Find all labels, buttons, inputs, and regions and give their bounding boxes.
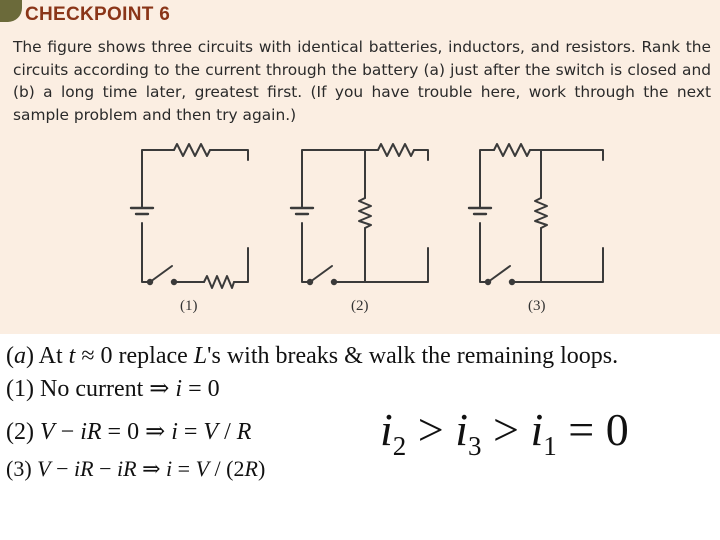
circuit-2-battery-icon [291, 208, 313, 214]
answer-circuit-2: (2) V − iR = 0 ⇒ i = V / R [6, 419, 252, 445]
circuit-1-switch-icon [150, 266, 172, 282]
circuit-2-label: (2) [351, 298, 369, 314]
circuit-1-resistor-top [174, 144, 210, 156]
circuit-1 [131, 144, 248, 288]
circuit-2-switch-icon [310, 266, 332, 282]
circuit-2-resistor-middle [359, 198, 371, 228]
circuit-3-resistor-middle [535, 198, 547, 228]
checkpoint-question: The figure shows three circuits with identical batteries, inductors, and resistors. Rank the circuits according to the current through the battery (a) just after the switch is closed and (b) a long time later, greatest first. (If you have trouble here, work through the next sample problem and then try again.) [13, 38, 711, 124]
circuit-1-battery-icon [131, 208, 153, 214]
checkpoint-title: CHECKPOINT 6 [25, 4, 171, 25]
circuit-3-battery-icon [469, 208, 491, 214]
circuit-1-wires [142, 150, 248, 282]
answer-intro-line: (a) At t ≈ 0 replace L's with breaks & walk the remaining loops. [6, 343, 619, 369]
circuit-3 [469, 144, 603, 284]
circuit-3-wires [480, 150, 603, 282]
circuit-3-switch-icon [488, 266, 510, 282]
circuit-1-label: (1) [180, 298, 198, 314]
circuit-1-resistor-bottom [204, 276, 234, 288]
circuit-3-label: (3) [528, 298, 546, 314]
current-ranking: $i_2 > i_3 > i_1 = 0$ [380, 404, 629, 461]
circuit-2-resistor-top [378, 144, 414, 156]
circuit-2-wires [302, 150, 428, 282]
circuit-2 [291, 144, 428, 284]
answer-circuit-3: (3) V − iR − iR ⇒ i = V / (2R) [6, 456, 266, 481]
circuit-3-resistor-top [494, 144, 530, 156]
answer-circuit-1: (1) No current ⇒ i = 0 [6, 376, 220, 402]
